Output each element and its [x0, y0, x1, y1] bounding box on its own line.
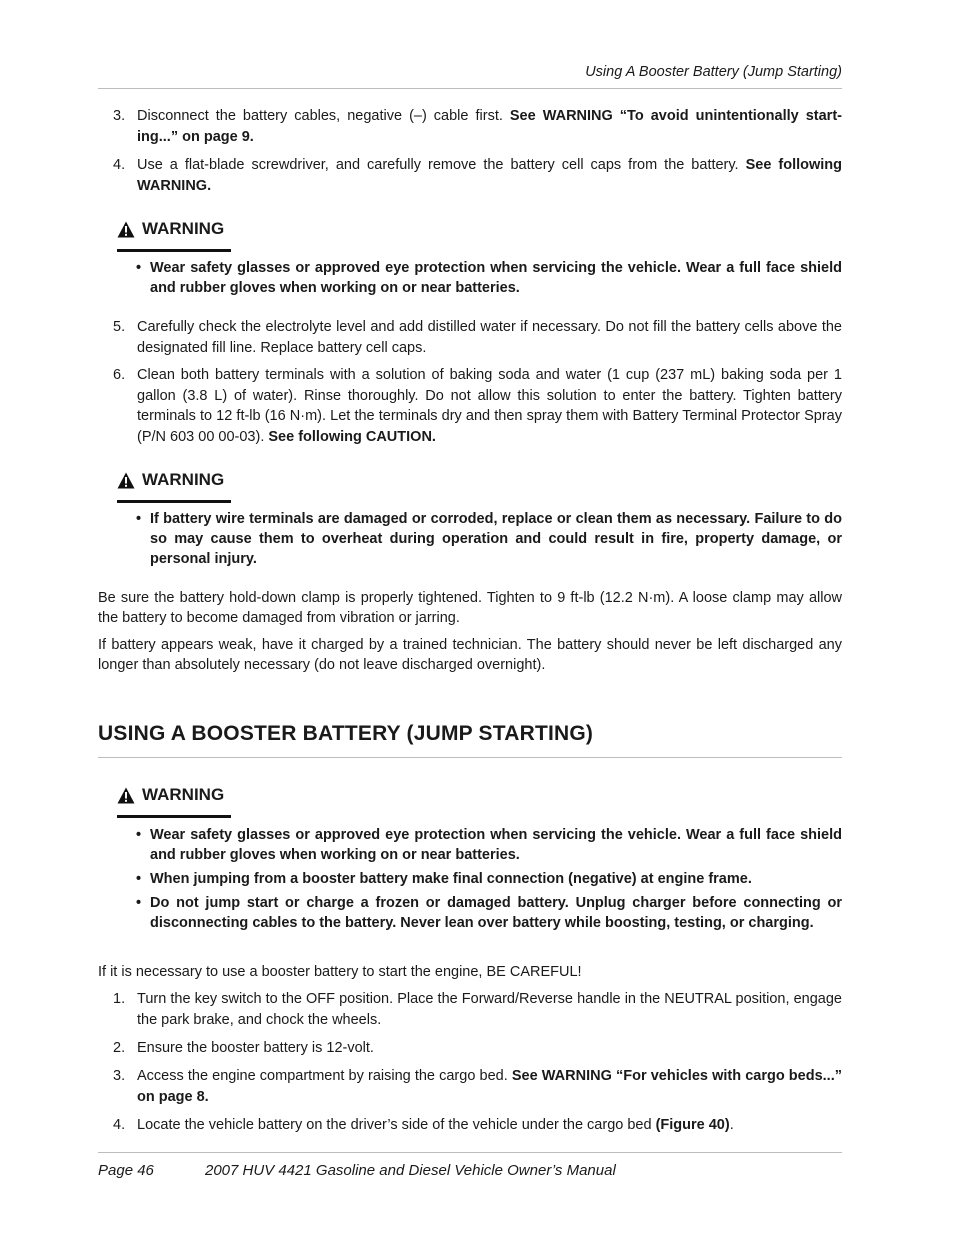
figure-reference[interactable]: (Figure 40) — [655, 1117, 730, 1133]
step-number: 3. — [113, 1068, 126, 1084]
step-text: Use a flat-blade screwdriver, and carefully remove the battery cell caps from the battery. — [137, 157, 746, 173]
warning-text: If battery wire terminals are damaged or corroded, replace or clean them as necessary. Failure to do so may cause them to overheat during operation and could result in fire, property damage, or personal injury. — [150, 511, 842, 567]
step-text: Turn the key switch to the OFF position. Place the Forward/Reverse handle in the NEUTRAL position, engage the park brake, and chock the wheels. — [137, 991, 842, 1028]
step-number: 4. — [113, 157, 126, 173]
step-text: Ensure the booster battery is 12-volt. — [137, 1040, 374, 1056]
step-text: Locate the vehicle battery on the driver’s side of the vehicle under the cargo bed — [137, 1117, 656, 1133]
body-paragraph: Be sure the battery hold-down clamp is properly tightened. Tighten to 9 ft-lb (12.2 N·m). A loose clamp may allow the battery to become damaged from vibration or jarring. — [98, 590, 842, 626]
step-item — [98, 1066, 842, 1107]
step-item — [98, 1115, 842, 1136]
section-title: USING A BOOSTER BATTERY (JUMP STARTING) — [98, 722, 594, 745]
step-item — [98, 106, 842, 147]
step-reference: See WARNING “To avoid unintentionally start-ing...” on page 9. — [137, 108, 842, 145]
step-number: 2. — [113, 1040, 126, 1056]
warning-triangle-icon — [117, 787, 135, 804]
bullet-dot: • — [136, 827, 142, 843]
step-reference: See following CAUTION. — [268, 428, 436, 445]
step-item — [98, 989, 842, 1030]
step-number: 3. — [113, 108, 126, 124]
footer-manual-title: 2007 HUV 4421 Gasoline and Diesel Vehicle Owner’s Manual — [205, 1162, 616, 1179]
step-number: 1. — [113, 991, 126, 1007]
step-item — [98, 1038, 842, 1059]
warning-heading — [117, 467, 231, 503]
warning-bullet — [98, 825, 842, 865]
step-reference: See following WARNING. — [137, 157, 843, 194]
warning-heading — [117, 782, 231, 818]
step-number: 6. — [113, 367, 126, 383]
bullet-dot: • — [136, 260, 142, 276]
step-reference: See WARNING “For vehicles with cargo beds...” on page 8. — [137, 1068, 842, 1105]
bullet-dot: • — [136, 511, 142, 527]
intro-paragraph: If it is necessary to use a booster battery to start the engine, BE CAREFUL! — [98, 964, 582, 980]
step-item — [98, 365, 842, 447]
warning-text: Wear safety glasses or approved eye protection when servicing the vehicle. Wear a full face shield and rubber gloves when working on or near batteries. — [150, 260, 842, 296]
warning-triangle-icon — [117, 221, 135, 238]
warning-text: Do not jump start or charge a frozen or damaged battery. Unplug charger before connecting or disconnecting cables to the battery. Never lean over battery while boosting, testing, or charging. — [150, 895, 842, 931]
step-text: Carefully check the electrolyte level and add distilled water if necessary. Do not fill the battery cells above the designated fill line. Replace battery cell caps. — [137, 319, 842, 356]
warning-label: WARNING — [142, 219, 225, 238]
warning-bullet — [98, 509, 842, 569]
footer-page-number: Page 46 — [98, 1162, 154, 1179]
warning-text: When jumping from a booster battery make final connection (negative) at engine frame. — [150, 871, 752, 887]
warning-heading — [117, 216, 231, 252]
step-text: Access the engine compartment by raising the cargo bed. — [137, 1068, 512, 1084]
step-text: Disconnect the battery cables, negative (–) cable first. — [137, 108, 510, 124]
step-item — [98, 155, 842, 196]
warning-bullet — [98, 258, 842, 298]
section-rule — [98, 757, 842, 758]
warning-triangle-icon — [117, 472, 135, 489]
warning-bullet — [98, 869, 842, 889]
step-text-end: . — [729, 1117, 734, 1133]
step-text: Clean both battery terminals with a solution of baking soda and water (1 cup (237 mL) baking soda per 1 gallon (3.8 L) of water). Rinse thoroughly. Do not allow this solution to enter the battery. Tighten battery terminals to 12 ft-lb (16 N·m). Let the terminals dry and then spray them with Battery Terminal Protector Spray (P/N 603 00 00-03). — [137, 367, 842, 445]
step-number: 5. — [113, 319, 126, 335]
header-rule — [98, 88, 842, 89]
warning-bullet — [98, 893, 842, 933]
warning-label: WARNING — [142, 470, 225, 489]
running-header: Using A Booster Battery (Jump Starting) — [585, 64, 842, 80]
step-number: 4. — [113, 1117, 126, 1133]
footer-rule — [98, 1152, 842, 1153]
body-paragraph: If battery appears weak, have it charged by a trained technician. The battery should never be left discharged any longer than absolutely necessary (do not leave discharged overnight). — [98, 637, 842, 673]
step-item — [98, 317, 842, 358]
bullet-dot: • — [136, 871, 142, 887]
warning-text: Wear safety glasses or approved eye protection when servicing the vehicle. Wear a full face shield and rubber gloves when working on or near batteries. — [150, 827, 842, 863]
bullet-dot: • — [136, 895, 142, 911]
warning-label: WARNING — [142, 785, 225, 804]
